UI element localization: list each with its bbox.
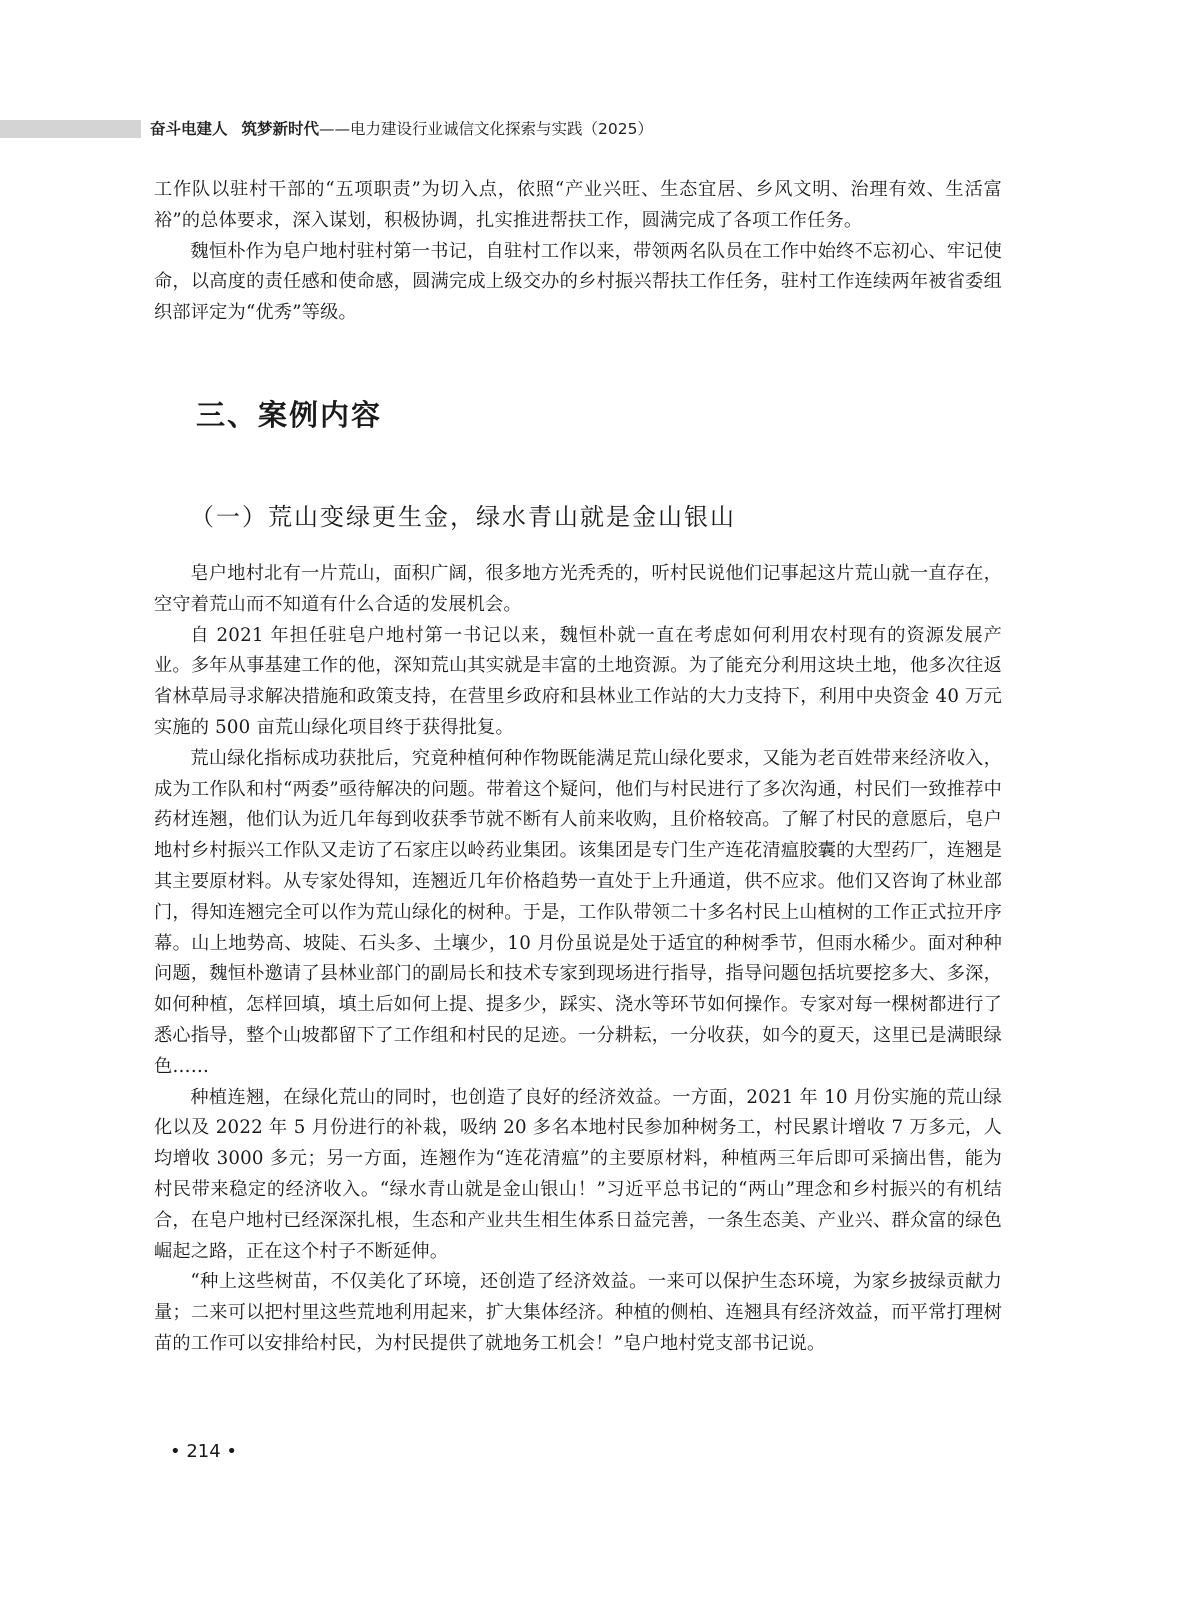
body-paragraph: 皂户地村北有一片荒山，面积广阔，很多地方光秃秃的，听村民说他们记事起这片荒山就一直存在，空守着荒山而不知道有什么合适的发展机会。 [154, 563, 1002, 615]
intro-paragraph: 工作队以驻村干部的“五项职责”为切入点，依照“产业兴旺、生态宜居、乡风文明、治理有效、生活富裕”的总体要求，深入谋划，积极协调，扎实推进帮扶工作，圆满完成了各项工作任务。 [154, 179, 1002, 231]
section-title: 三、案例内容 [196, 398, 383, 432]
body-paragraph: 种植连翘，在绿化荒山的同时，也创造了良好的经济效益。一方面，2021 年 10 月份实施的荒山绿化以及 2022 年 5 月份进行的补栽，吸纳 20 多名本地村民参加种树务工，村民累计增收 7 万多元，人均增收 3000 多元；另一方面，连翘作为“连花清瘟”的主要原材料，种植两三年后即可采摘出售，能为村民带来稳定的经济收入。“绿水青山就是金山银山！”习近平总书记的“两山”理念和乡村振兴的有机结合，在皂户地村已经深深扎根，生态和产业共生相生体系日益完善，一条生态美、产业兴、群众富的绿色崛起之路，正在这个村子不断延伸。 [154, 1086, 1002, 1262]
running-header [150, 118, 653, 140]
header-gray-bar [0, 120, 141, 138]
header-book-title-part1: 奋斗电建人 [150, 120, 228, 138]
body-paragraph: 自 2021 年担任驻皂户地村第一书记以来，魏恒朴就一直在考虑如何利用农村现有的资源发展产业。多年从事基建工作的他，深知荒山其实就是丰富的土地资源。为了能充分利用这块土地，他多次往返省林草局寻求解决措施和政策支持，在营里乡政府和县林业工作站的大力支持下，利用中央资金 40 万元实施的 500 亩荒山绿化项目终于获得批复。 [154, 624, 1002, 738]
subsection-title: （一）荒山变绿更生金，绿水青山就是金山银山 [190, 503, 736, 531]
intro-paragraph: 魏恒朴作为皂户地村驻村第一书记，自驻村工作以来，带领两名队员在工作中始终不忘初心、牢记使命，以高度的责任感和使命感，圆满完成上级交办的乡村振兴帮扶工作任务，驻村工作连续两年被省委组织部评定为“优秀”等级。 [154, 240, 1002, 324]
header-book-title-part2: 筑梦新时代 [241, 120, 320, 138]
page-number: • 214 • [170, 1441, 238, 1462]
body-paragraph: “种上这些树苗，不仅美化了环境，还创造了经济效益。一来可以保护生态环境，为家乡披绿贡献力量；二来可以把村里这些荒地利用起来，扩大集体经济。种植的侧柏、连翘具有经济效益，而平常打理树苗的工作可以安排给村民，为村民提供了就地务工机会！”皂户地村党支部书记说。 [154, 1271, 1002, 1354]
intro-text-block [154, 175, 1002, 329]
header-subtitle: ——电力建设行业诚信文化探索与实践（2025） [319, 120, 653, 138]
body-paragraph: 荒山绿化指标成功获批后，究竟种植何种作物既能满足荒山绿化要求，又能为老百姓带来经济收入，成为工作队和村“两委”亟待解决的问题。带着这个疑问，他们与村民进行了多次沟通，村民们一致推荐中药材连翘，他们认为近几年每到收获季节就不断有人前来收购，且价格较高。了解了村民的意愿后，皂户地村乡村振兴工作队又走访了石家庄以岭药业集团。该集团是专门生产连花清瘟胶囊的大型药厂，连翘是其主要原材料。从专家处得知，连翘近几年价格趋势一直处于上升通道，供不应求。他们又咨询了林业部门，得知连翘完全可以作为荒山绿化的树种。于是，工作队带领二十多名村民上山植树的工作正式拉开序幕。山上地势高、坡陡、石头多、土壤少，10 月份虽说是处于适宜的种树季节，但雨水稀少。面对种种问题，魏恒朴邀请了县林业部门的副局长和技术专家到现场进行指导，指导问题包括坑要挖多大、多深，如何种植，怎样回填，填土后如何上提、提多少，踩实、浇水等环节如何操作。专家对每一棵树都进行了悉心指导，整个山坡都留下了工作组和村民的足迹。一分耕耘，一分收获，如今的夏天，这里已是满眼绿色…… [154, 747, 1002, 1077]
body-text-block [154, 559, 1002, 1360]
